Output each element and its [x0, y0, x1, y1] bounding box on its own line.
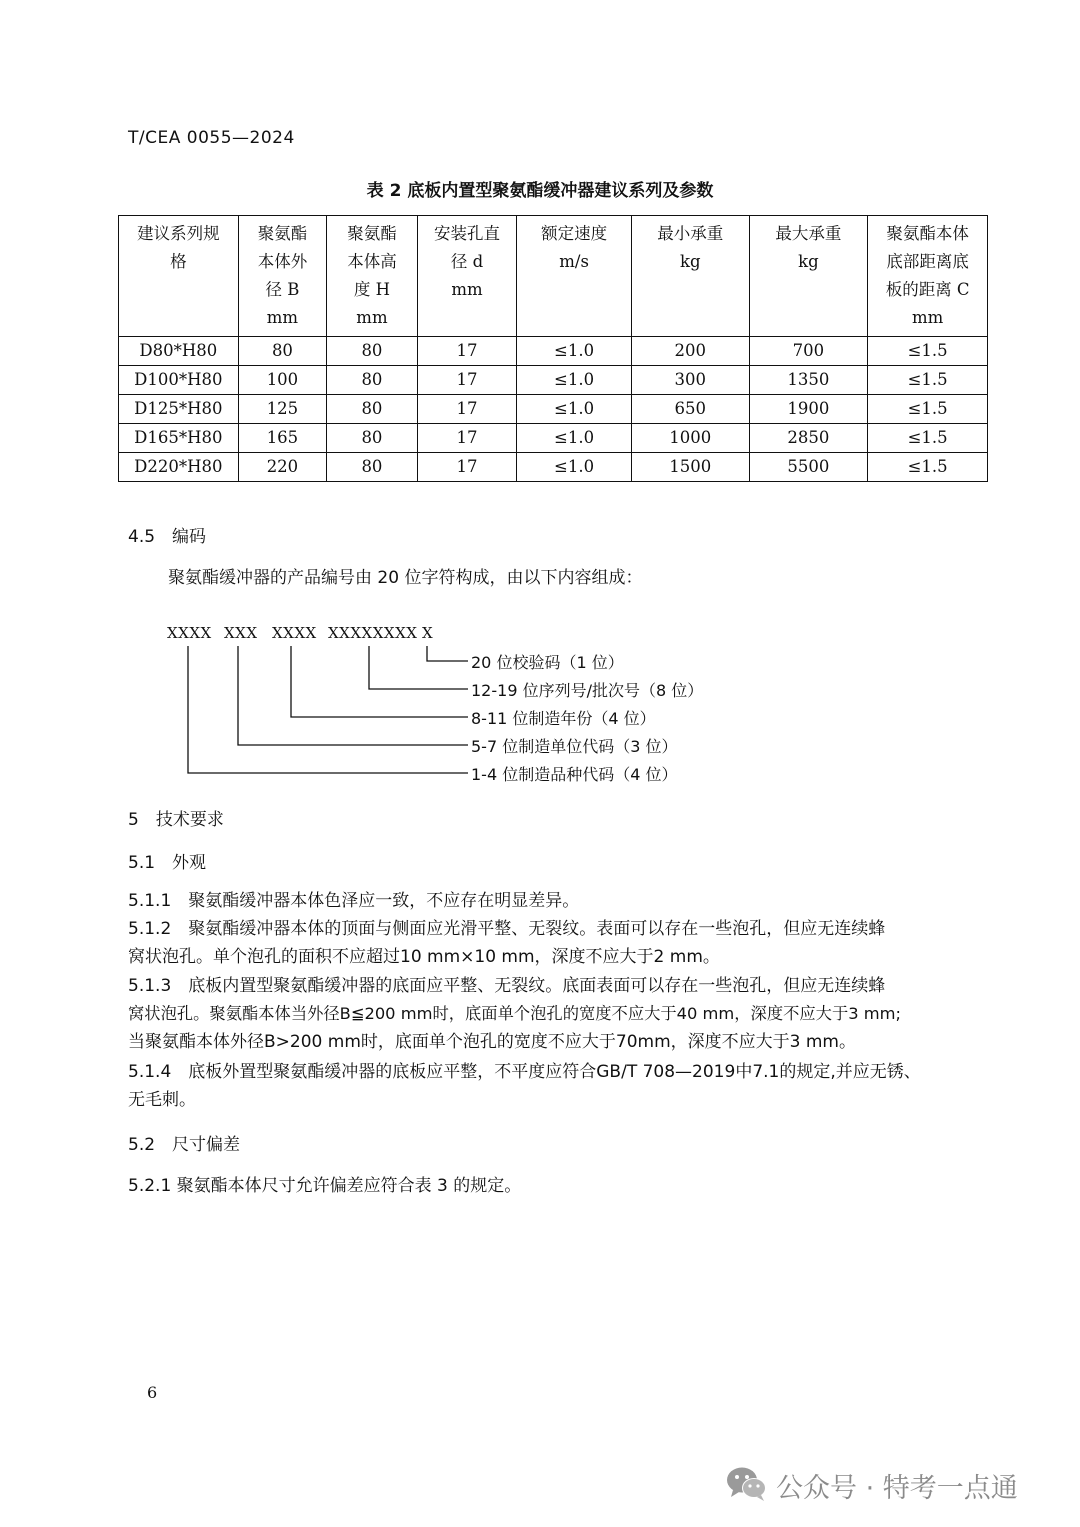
header-text-line: 聚氨酯: [347, 224, 397, 243]
table-cell: 80: [238, 337, 327, 366]
bracket-line-year: [291, 646, 468, 717]
code-part-1: XXXX: [167, 624, 212, 642]
doc-id-header: T/CEA 0055—2024: [128, 128, 295, 148]
header-text-line: 最小承重: [657, 224, 724, 243]
table-cell: D220*H80: [119, 453, 239, 482]
header-text-line: 聚氨酯: [257, 224, 308, 243]
table-cell: 165: [238, 424, 327, 453]
header-text-line: 额定速度: [541, 224, 608, 243]
bracket-line-check: [427, 646, 468, 661]
table-cell: 80: [327, 337, 418, 366]
header-text-line: 底部距离底: [886, 252, 969, 271]
table-cell: 80: [327, 453, 418, 482]
para-5-1-3-line3: 当聚氨酯本体外径B>200 mm时，底面单个泡孔的宽度不应大于70mm，深度不应大于3 mm。: [128, 1032, 856, 1052]
table-cell: ≤1.5: [868, 366, 988, 395]
header-text-line: 聚氨酯本体: [886, 224, 969, 243]
header-text-line: mm: [266, 308, 299, 327]
table-cell: 220: [238, 453, 327, 482]
watermark-text: 公众号 · 特考一点通: [776, 1473, 1018, 1504]
code-label-serial: 12-19 位序列号/批次号（8 位）: [471, 681, 704, 700]
header-text-line: kg: [679, 252, 701, 271]
page-number: 6: [147, 1383, 158, 1402]
header-text-line: 本体高: [347, 252, 397, 271]
header-text-line: mm: [451, 280, 483, 299]
para-5-1-4-line1: 5.1.4 底板外置型聚氨酯缓冲器的底板应平整，不平度应符合GB/T 708—2019中7.1的规定,并应无锈、: [128, 1062, 921, 1082]
header-text-line: 径 d: [450, 252, 484, 271]
table-cell: 1500: [631, 453, 749, 482]
header-text-line: 建议系列规: [137, 224, 220, 243]
table-cell: ≤1.5: [868, 453, 988, 482]
code-label-check: 20 位校验码（1 位）: [471, 653, 624, 672]
table-cell: D100*H80: [119, 366, 239, 395]
bracket-line-serial: [369, 646, 468, 689]
header-text-line: 本体外: [257, 252, 308, 271]
para-5-1-2-line2: 窝状泡孔。单个泡孔的面积不应超过10 mm×10 mm，深度不应大于2 mm。: [128, 947, 720, 967]
para-5-1-3-line1: 5.1.3 底板内置型聚氨酯缓冲器的底面应平整、无裂纹。底面表面可以存在一些泡孔，但应无连续蜂: [128, 976, 886, 996]
code-label-maker: 5-7 位制造单位代码（3 位）: [471, 737, 678, 756]
code-label-year: 8-11 位制造年份（4 位）: [471, 709, 656, 728]
table-cell: ≤1.0: [517, 366, 632, 395]
table-cell: ≤1.5: [868, 395, 988, 424]
section-5-2-title: 5.2 尺寸偏差: [128, 1135, 241, 1155]
code-part-4: XXXXXXXX: [328, 624, 418, 642]
header-text-line: 板的距离 C: [885, 280, 970, 299]
header-text-line: mm: [911, 308, 944, 327]
coding-intro: 聚氨酯缓冲器的产品编号由 20 位字符构成，由以下内容组成：: [168, 568, 643, 588]
table-cell: 1350: [749, 366, 868, 395]
table-cell: 125: [238, 395, 327, 424]
table-cell: 300: [631, 366, 749, 395]
para-5-2-1: 5.2.1 聚氨酯本体尺寸允许偏差应符合表 3 的规定。: [128, 1176, 522, 1196]
table-cell: ≤1.0: [517, 424, 632, 453]
para-5-1-1: 5.1.1 聚氨酯缓冲器本体色泽应一致，不应存在明显差异。: [128, 891, 580, 911]
para-5-1-3-line2: 窝状泡孔。聚氨酯本体当外径B≦200 mm时，底面单个泡孔的宽度不应大于40 mm，深度不应大于3 mm;: [128, 1004, 901, 1023]
header-text-line: 最大承重: [775, 224, 842, 243]
table-cell: ≤1.5: [868, 424, 988, 453]
section-5-title: 5 技术要求: [128, 810, 224, 830]
table-cell: ≤1.0: [517, 395, 632, 424]
wechat-icon: [725, 1464, 769, 1508]
table-cell: 80: [327, 424, 418, 453]
section-5-1-title: 5.1 外观: [128, 853, 207, 873]
header-text-line: 格: [170, 252, 187, 271]
table-cell: 80: [327, 395, 418, 424]
table-cell: 2850: [749, 424, 868, 453]
header-text-line: 径 B: [265, 280, 300, 299]
code-part-2: XXX: [224, 624, 258, 642]
code-part-3: XXXX: [272, 624, 317, 642]
table-cell: 700: [749, 337, 868, 366]
table-cell: 17: [417, 366, 517, 395]
para-5-1-4-line2: 无毛刺。: [128, 1090, 196, 1110]
bracket-line-variety: [188, 646, 468, 773]
table-cell: 17: [417, 337, 517, 366]
table-cell: 17: [417, 395, 517, 424]
header-text-line: 安装孔直: [433, 224, 500, 243]
table-cell: 17: [417, 453, 517, 482]
code-label-variety: 1-4 位制造品种代码（4 位）: [471, 765, 678, 784]
table-cell: D165*H80: [119, 424, 239, 453]
table-cell: 17: [417, 424, 517, 453]
header-text-line: kg: [798, 252, 819, 271]
header-text-line: 度 H: [353, 280, 391, 299]
header-text-line: m/s: [559, 252, 589, 271]
table-cell: 5500: [749, 453, 868, 482]
table-cell: ≤1.0: [517, 337, 632, 366]
header-text-line: mm: [356, 308, 388, 327]
table-cell: 100: [238, 366, 327, 395]
table-cell: 200: [631, 337, 749, 366]
table-cell: 1900: [749, 395, 868, 424]
table-cell: ≤1.0: [517, 453, 632, 482]
table-caption: 表 2 底板内置型聚氨酯缓冲器建议系列及参数: [366, 181, 714, 201]
table-cell: 650: [631, 395, 749, 424]
table-cell: D125*H80: [119, 395, 239, 424]
section-4-5-title: 4.5 编码: [128, 527, 207, 547]
table-cell: 1000: [631, 424, 749, 453]
para-5-1-2-line1: 5.1.2 聚氨酯缓冲器本体的顶面与侧面应光滑平整、无裂纹。表面可以存在一些泡孔，但应无连续蜂: [128, 919, 886, 939]
table-cell: 80: [327, 366, 418, 395]
code-part-5: X: [422, 624, 434, 642]
table-cell: D80*H80: [119, 337, 239, 366]
table-cell: ≤1.5: [868, 337, 988, 366]
